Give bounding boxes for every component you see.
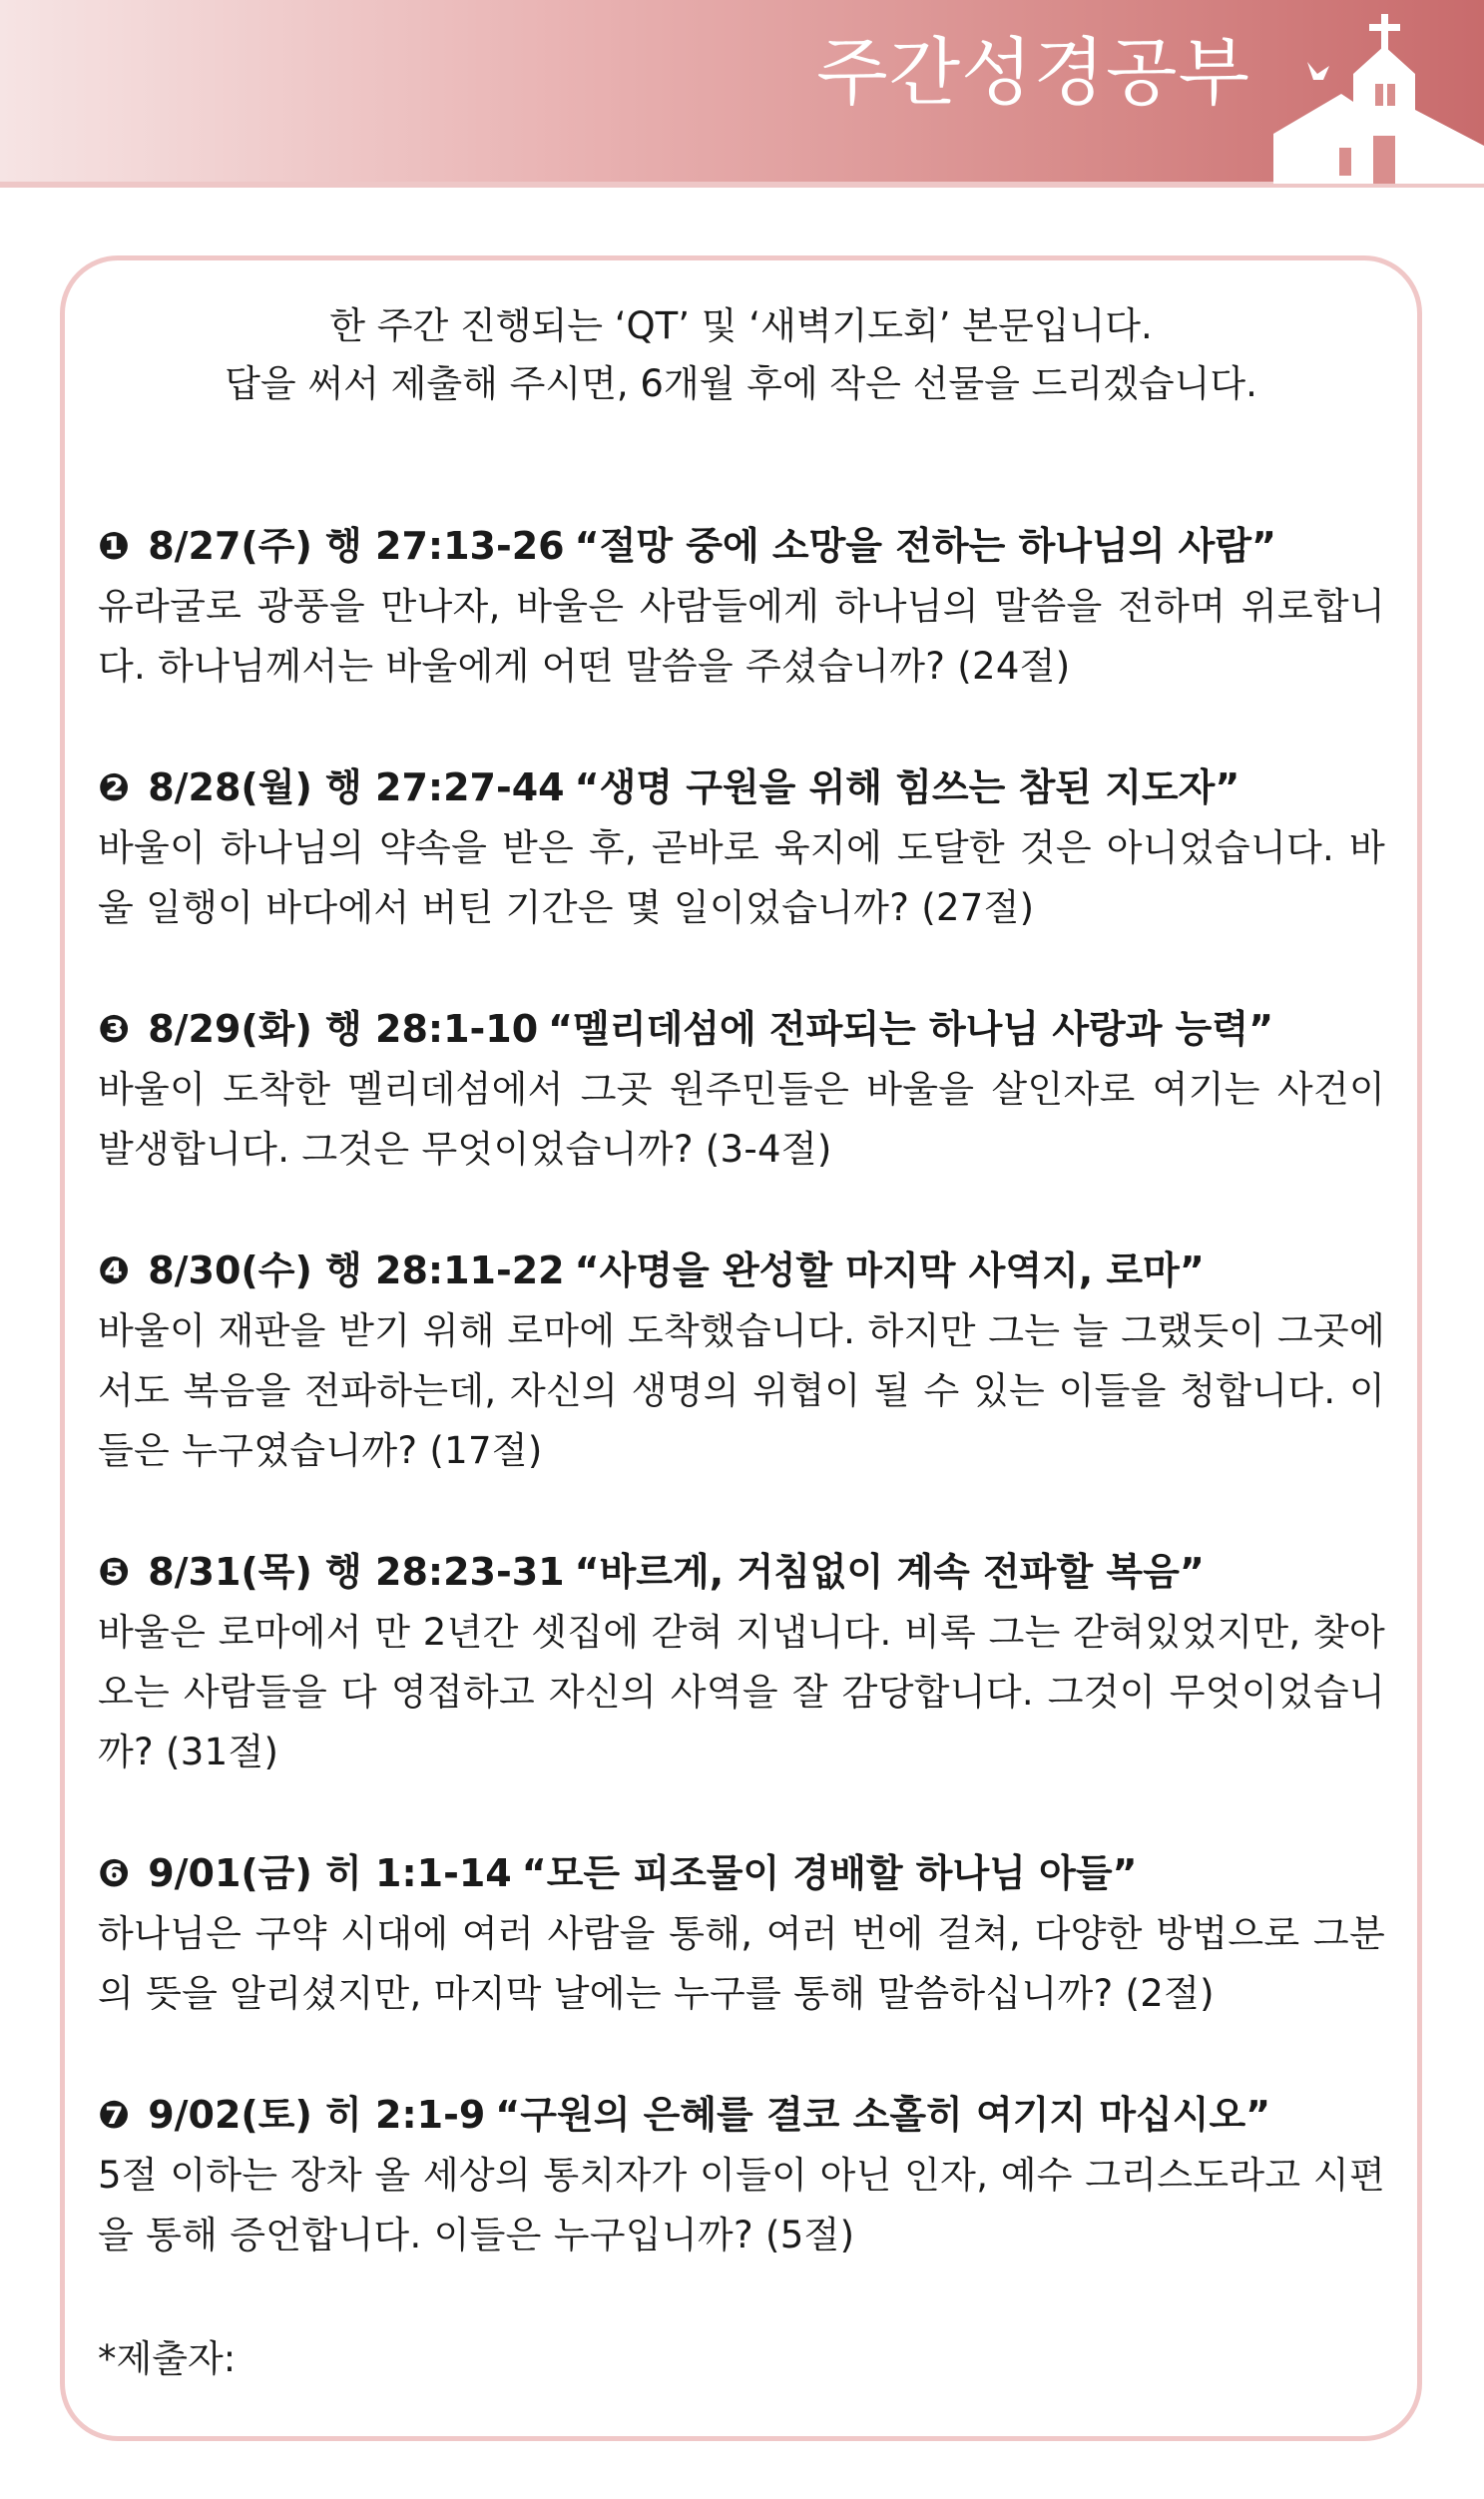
- intro-text: [60, 297, 1422, 413]
- item-reference: 8/29(화) 행 28:1-10: [148, 1007, 539, 1051]
- item-number: ❶: [98, 524, 131, 568]
- item-reference: 8/27(주) 행 27:13-26: [148, 524, 565, 568]
- intro-line-2: 답을 써서 제출해 주시면, 6개월 후에 작은 선물을 드리겠습니다.: [225, 362, 1257, 405]
- item-heading: [98, 2084, 1385, 2146]
- item-heading: [98, 1842, 1385, 1904]
- item-reference: 8/30(수) 행 28:11-22: [148, 1249, 565, 1292]
- item-question: 하나님은 구약 시대에 여러 사람을 통해, 여러 번에 걸쳐, 다양한 방법으로 그분의 뜻을 알리셨지만, 마지막 날에는 누구를 통해 말씀하십니까? (2절): [98, 1912, 1385, 2015]
- item-question: 바울이 재판을 받기 위해 로마에 도착했습니다. 하지만 그는 늘 그랬듯이 그곳에서도 복음을 전파하는데, 자신의 생명의 위협이 될 수 있는 이들을 청합니다. 이들은 누구였습니까? (17절): [98, 1309, 1385, 1472]
- item-title: “구원의 은혜를 결코 소홀히 여기지 마십시오”: [495, 2093, 1271, 2137]
- study-item: [98, 2084, 1385, 2265]
- item-question: 유라굴로 광풍을 만나자, 바울은 사람들에게 하나님의 말씀을 전하며 위로합니다. 하나님께서는 바울에게 어떤 말씀을 주셨습니까? (24절): [98, 585, 1385, 688]
- header-divider: [0, 182, 1484, 188]
- item-reference: 8/28(월) 행 27:27-44: [148, 765, 565, 809]
- item-reference: 8/31(목) 행 28:23-31: [148, 1550, 565, 1594]
- study-item: [98, 515, 1385, 697]
- item-number: ❼: [98, 2093, 131, 2137]
- study-item: [98, 998, 1385, 1180]
- item-heading: [98, 998, 1385, 1060]
- item-title: “멜리데섬에 전파되는 하나님 사랑과 능력”: [548, 1007, 1274, 1051]
- page-header: [0, 0, 1484, 182]
- item-heading: [98, 1541, 1385, 1603]
- submitter-label: *제출자:: [98, 2337, 237, 2380]
- item-number: ❷: [98, 765, 131, 809]
- item-question: 5절 이하는 장차 올 세상의 통치자가 이들이 아닌 인자, 예수 그리스도라고 시편을 통해 증언합니다. 이들은 누구입니까? (5절): [98, 2154, 1385, 2256]
- item-reference: 9/01(금) 히 1:1-14: [148, 1851, 512, 1895]
- item-title: “절망 중에 소망을 전하는 하나님의 사람”: [574, 524, 1277, 568]
- item-number: ❸: [98, 1007, 131, 1051]
- item-number: ❺: [98, 1550, 131, 1594]
- item-question: 바울이 도착한 멜리데섬에서 그곳 원주민들은 바울을 살인자로 여기는 사건이 발생합니다. 그것은 무엇이었습니까? (3-4절): [98, 1068, 1385, 1171]
- item-title: “바르게, 거침없이 계속 전파할 복음”: [574, 1550, 1205, 1594]
- item-heading: [98, 515, 1385, 577]
- intro-line-1: 한 주간 진행되는 ‘QT’ 및 ‘새벽기도회’ 본문입니다.: [329, 304, 1153, 347]
- study-item: [98, 1541, 1385, 1782]
- item-title: “생명 구원을 위해 힘쓰는 참된 지도자”: [574, 765, 1240, 809]
- item-title: “사명을 완성할 마지막 사역지, 로마”: [574, 1249, 1205, 1292]
- item-reference: 9/02(토) 히 2:1-9: [148, 2093, 486, 2137]
- item-number: ❻: [98, 1851, 131, 1895]
- study-item: [98, 1240, 1385, 1481]
- item-number: ❹: [98, 1249, 131, 1292]
- item-question: 바울이 하나님의 약속을 받은 후, 곧바로 육지에 도달한 것은 아니었습니다. 바울 일행이 바다에서 버틴 기간은 몇 일이었습니까? (27절): [98, 826, 1385, 929]
- item-heading: [98, 756, 1385, 818]
- item-title: “모든 피조물이 경배할 하나님 아들”: [521, 1851, 1138, 1895]
- church-icon: [1273, 14, 1484, 188]
- item-question: 바울은 로마에서 만 2년간 셋집에 갇혀 지냅니다. 비록 그는 갇혀있었지만, 찾아오는 사람들을 다 영접하고 자신의 사역을 잘 감당합니다. 그것이 무엇이었습니까? (31절): [98, 1611, 1385, 1773]
- study-item: [98, 756, 1385, 938]
- item-heading: [98, 1240, 1385, 1301]
- page-title: 주간성경공부: [816, 30, 1250, 116]
- study-item: [98, 1842, 1385, 2024]
- study-list: [98, 515, 1385, 2325]
